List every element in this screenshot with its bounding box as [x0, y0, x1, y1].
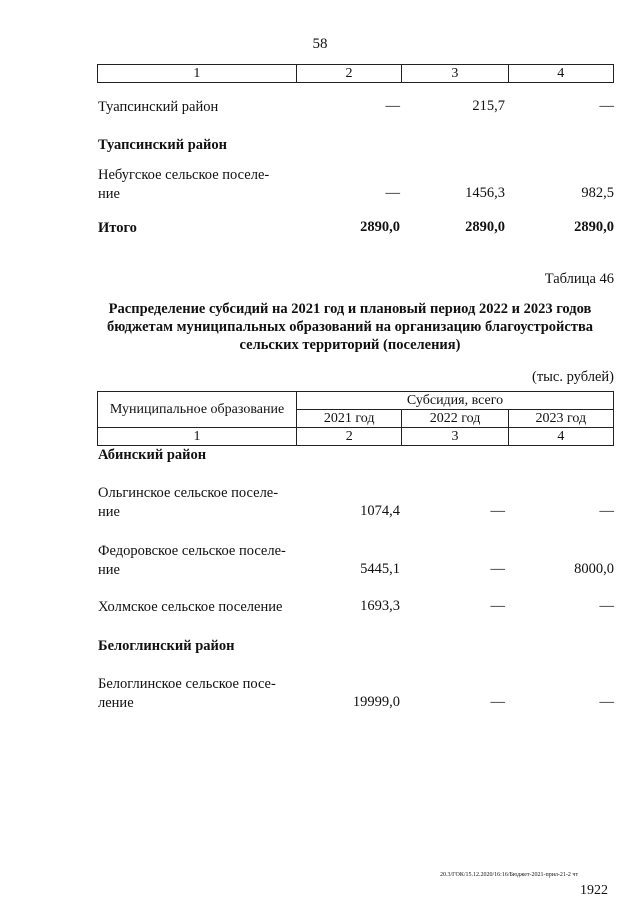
row-total-2022: 2890,0: [465, 219, 505, 235]
header-num-3: 3: [402, 428, 508, 446]
header-year-2022: 2022 год: [402, 410, 508, 428]
header-subsidy-total: Субсидия, всего: [297, 392, 614, 410]
row-fedorovskoe-2023: 8000,0: [574, 561, 614, 577]
header-num-2: 2: [297, 428, 402, 446]
row-nebug-2021: —: [385, 185, 400, 201]
header-col-4: 4: [508, 65, 613, 83]
subsidy-table-header: [97, 391, 614, 446]
header-municipality: Муниципальное образование: [98, 392, 297, 428]
row-total-2021: 2890,0: [360, 219, 400, 235]
table-title-line-3: сельских территорий (поселения): [239, 337, 461, 353]
header-col-3: 3: [402, 65, 508, 83]
row-tuapse-2022: 215,7: [472, 98, 505, 114]
row-nebug-2023: 982,5: [581, 185, 614, 201]
row-nebug-name-2: ние: [98, 186, 120, 202]
row-kholmskoe-name: Холмское сельское поселение: [98, 599, 283, 615]
row-nebug-2022: 1456,3: [465, 185, 505, 201]
row-olginskoe-2021: 1074,4: [360, 503, 400, 519]
row-tuapse-2023: —: [599, 98, 614, 114]
row-olginskoe-name-2: ние: [98, 504, 120, 520]
header-num-4: 4: [508, 428, 613, 446]
row-total-name: Итого: [98, 220, 137, 236]
row-kholmskoe-2021: 1693,3: [360, 598, 400, 614]
header-col-2: 2: [296, 65, 401, 83]
row-kholmskoe-2022: —: [490, 598, 505, 614]
row-kholmskoe-2023: —: [599, 598, 614, 614]
table-title-line-1: Распределение субсидий на 2021 год и плановый период 2022 и 2023 годов: [108, 301, 592, 317]
row-tuapse-2021: —: [385, 98, 400, 114]
table-title-line-2: бюджетам муниципальных образований на организацию благоустройства: [106, 319, 594, 335]
row-fedorovskoe-2021: 5445,1: [360, 561, 400, 577]
row-fedorovskoe-name-2: ние: [98, 562, 120, 578]
header-num-1: 1: [98, 428, 297, 446]
row-beloglinskoe-name-1: Белоглинское сельское посе-: [98, 676, 276, 692]
table-label: Таблица 46: [544, 271, 614, 287]
row-olginskoe-2023: —: [599, 503, 614, 519]
header-col-1: 1: [98, 65, 297, 83]
footer-file-mark: 20.3/ГОК/15.12.2020/16:16/Бюджет-2021-прил-21-2 чт: [440, 872, 579, 878]
page-number: 58: [312, 36, 328, 52]
district-heading-tuapse: Туапсинский район: [98, 137, 227, 153]
header-year-2021: 2021 год: [297, 410, 402, 428]
row-fedorovskoe-name-1: Федоровское сельское поселе-: [98, 543, 286, 559]
row-tuapse-name: Туапсинский район: [98, 99, 219, 115]
row-total-2023: 2890,0: [574, 219, 614, 235]
row-olginskoe-2022: —: [490, 503, 505, 519]
header-year-2023: 2023 год: [508, 410, 613, 428]
row-olginskoe-name-1: Ольгинское сельское поселе-: [98, 485, 279, 501]
row-beloglinskoe-2022: —: [490, 694, 505, 710]
row-fedorovskoe-2022: —: [490, 561, 505, 577]
district-heading-beloglinsky: Белоглинский район: [98, 638, 235, 654]
district-heading-abinsky: Абинский район: [98, 447, 207, 463]
row-beloglinskoe-name-2: ление: [98, 695, 134, 711]
units-label: (тыс. рублей): [532, 369, 614, 385]
continuation-header-table: [97, 64, 614, 83]
row-beloglinskoe-2021: 19999,0: [352, 694, 400, 710]
row-nebug-name-1: Небугское сельское поселе-: [98, 167, 270, 183]
row-beloglinskoe-2023: —: [599, 694, 614, 710]
footer-page-number: 1922: [580, 883, 608, 898]
